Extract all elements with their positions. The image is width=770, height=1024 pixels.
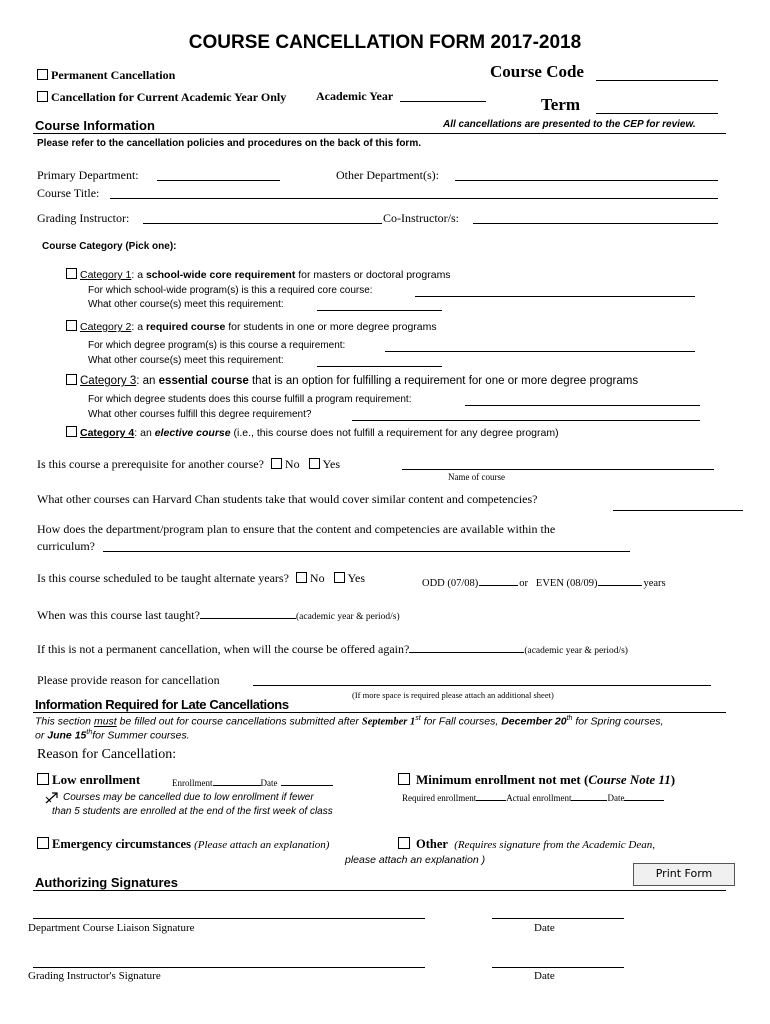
other-departments-field[interactable] — [455, 180, 718, 181]
liaison-signature-label: Department Course Liaison Signature — [28, 922, 195, 934]
category-3-desc: that is an option for fulfilling a requirement for one or more degree programs — [248, 375, 639, 387]
course-title-field[interactable] — [110, 198, 718, 199]
category-2-text: : a — [131, 321, 146, 333]
category-1-answer-1[interactable] — [415, 296, 695, 297]
or-label: or — [519, 578, 529, 589]
current-year-checkbox[interactable] — [37, 91, 48, 102]
category-2-option — [66, 320, 437, 333]
primary-department-label: Primary Department: — [37, 168, 139, 182]
instructions-th-2: th — [86, 729, 93, 736]
alternate-years-question-text: Is this course scheduled to be taught alternate years? — [37, 571, 289, 585]
current-year-option — [37, 90, 286, 105]
last-taught-question-text: When was this course last taught? — [37, 608, 200, 622]
low-date-field[interactable] — [281, 776, 333, 786]
offered-again-question-text: If this is not a permanent cancellation, when will the course be offered again? — [37, 642, 410, 656]
academic-year-label: Academic Year — [316, 89, 394, 103]
low-enrollment-fields — [172, 776, 333, 788]
late-cancellation-heading: Information Required for Late Cancellations — [35, 697, 289, 712]
late-cancellation-instructions-line1 — [35, 715, 663, 728]
instructor-signature-field[interactable] — [33, 967, 425, 968]
actual-enrollment-field[interactable] — [571, 791, 607, 801]
reason-question: Please provide reason for cancellation — [37, 673, 220, 687]
instructor-date-label: Date — [534, 970, 555, 982]
minimum-enrollment-option: Minimum enrollment not met (Course Note 11) — [398, 772, 675, 788]
instructions-sep-date: September 1 — [361, 716, 416, 728]
odd-even-years — [422, 573, 666, 589]
page-title: COURSE CANCELLATION FORM 2017-2018 — [188, 32, 582, 53]
category-2-question-2: What other course(s) meet this requirement: — [88, 355, 284, 366]
liaison-date-label: Date — [534, 922, 555, 934]
offered-again-caption: (academic year & period/s) — [524, 646, 628, 656]
instructions-dec-date: December 20 — [501, 715, 567, 728]
grading-instructor-label: Grading Instructor: — [37, 211, 130, 225]
other-checkbox[interactable] — [398, 837, 410, 849]
alternate-years-question — [37, 571, 365, 586]
permanent-cancellation-label: Permanent Cancellation — [51, 68, 176, 82]
similar-courses-field[interactable] — [613, 510, 743, 511]
low-enrollment-label: Low enrollment — [52, 772, 141, 787]
min-date-field[interactable] — [624, 791, 664, 801]
category-1-option — [66, 268, 451, 281]
even-label: EVEN (08/09) — [535, 578, 598, 589]
other-note: (Requires signature from the Academic Dean, — [454, 839, 655, 851]
term-label: Term — [541, 95, 581, 114]
even-field[interactable] — [598, 573, 642, 586]
curriculum-plan-question-line1: How does the department/program plan to ensure that the content and competencies are available within the — [37, 522, 556, 536]
curriculum-plan-question-line2: curriculum? — [37, 539, 95, 553]
instructions-text-6: for Summer courses. — [92, 729, 190, 742]
primary-department-field[interactable] — [157, 180, 280, 181]
emergency-checkbox[interactable] — [37, 837, 49, 849]
minimum-enrollment-checkbox[interactable] — [398, 773, 410, 785]
instructions-th: th — [566, 715, 573, 722]
curriculum-plan-field[interactable] — [103, 551, 630, 552]
course-info-rule — [33, 133, 726, 134]
course-code-field[interactable] — [596, 80, 718, 81]
alternate-no-checkbox[interactable] — [296, 572, 307, 583]
more-space-note: (If more space is required please attach an additional sheet) — [352, 690, 554, 700]
low-date-label: Date — [260, 778, 278, 788]
instructions-st: st — [415, 715, 421, 722]
instructions-text-3: for Fall courses, — [420, 715, 502, 728]
enrollment-label: Enrollment — [172, 778, 213, 788]
term-field[interactable] — [596, 113, 718, 114]
prerequisite-yes-checkbox[interactable] — [309, 458, 320, 469]
odd-label: ODD (07/08) — [422, 578, 479, 589]
authorizing-signatures-rule — [33, 890, 726, 891]
course-note-label: Course Note 11 — [588, 772, 671, 787]
prerequisite-no-label: No — [284, 457, 300, 471]
odd-field[interactable] — [479, 573, 518, 586]
last-taught-field[interactable] — [200, 606, 296, 619]
category-3-checkbox[interactable] — [66, 374, 77, 385]
instructions-text-2: be filled out for course cancellations submitted after — [116, 715, 362, 728]
prerequisite-question — [37, 457, 340, 472]
policy-note: Please refer to the cancellation policies and procedures on the back of this form. — [37, 138, 421, 149]
instructor-signature-label: Grading Instructor's Signature — [28, 970, 161, 982]
instructions-text-1: This section — [35, 715, 94, 728]
category-1-answer-2[interactable] — [317, 310, 442, 311]
liaison-date-field[interactable] — [492, 918, 624, 919]
minimum-enrollment-fields — [402, 791, 664, 803]
category-3-question-2: What other courses fulfill this degree requirement? — [88, 409, 312, 420]
instructions-text-5: or — [35, 729, 48, 742]
prerequisite-yes-label: Yes — [322, 457, 341, 471]
name-of-course-caption: Name of course — [448, 472, 505, 482]
category-1-text: : a — [131, 269, 146, 281]
category-1-question-2: What other course(s) meet this requirement: — [88, 299, 284, 310]
print-form-button[interactable]: Print Form — [633, 863, 735, 886]
category-3-option — [66, 374, 638, 387]
category-2-emphasis: required course — [145, 321, 226, 333]
other-note-line2: please attach an explanation ) — [345, 854, 486, 866]
instructions-text-4: for Spring courses, — [572, 715, 664, 728]
category-2-question-1: For which degree program(s) is this course a requirement: — [88, 340, 346, 351]
cep-note: All cancellations are presented to the CEP for review. — [443, 119, 696, 130]
course-title-label: Course Title: — [37, 186, 100, 200]
prerequisite-question-text: Is this course a prerequisite for another course? — [37, 457, 264, 471]
prerequisite-course-field[interactable] — [402, 469, 714, 470]
permanent-cancellation-option — [37, 68, 175, 83]
late-cancellation-rule — [33, 712, 726, 713]
course-category-heading: Course Category (Pick one): — [42, 241, 177, 252]
other-label: Other — [416, 837, 448, 851]
reason-field[interactable] — [253, 685, 711, 686]
category-1-label: Category 1 — [80, 269, 132, 281]
last-taught-question — [37, 606, 400, 623]
category-2-desc: for students in one or more degree programs — [225, 321, 437, 333]
late-cancellation-instructions-line2 — [35, 729, 190, 742]
category-1-desc: for masters or doctoral programs — [295, 269, 451, 281]
grading-instructor-field[interactable] — [143, 223, 382, 224]
category-2-answer-1[interactable] — [385, 351, 695, 352]
other-option — [398, 837, 655, 852]
similar-courses-question: What other courses can Harvard Chan students take that would cover similar content and competencies? — [37, 492, 538, 506]
required-enrollment-field[interactable] — [476, 791, 506, 801]
alternate-yes-label: Yes — [347, 571, 366, 585]
instructions-june-date: June 15 — [47, 729, 87, 742]
offered-again-field[interactable] — [409, 640, 524, 653]
enrollment-field[interactable] — [213, 776, 261, 786]
course-code-label: Course Code — [490, 62, 584, 81]
category-1-question-1: For which school-wide program(s) is this a required core course: — [88, 285, 373, 296]
emergency-label: Emergency circumstances — [52, 837, 191, 851]
category-1-emphasis: school-wide core requirement — [145, 269, 296, 281]
category-3-answer-2[interactable] — [352, 420, 700, 421]
liaison-signature-field[interactable] — [33, 918, 425, 919]
current-year-label: Cancellation for Current Academic Year Only — [51, 90, 287, 104]
authorizing-signatures-heading: Authorizing Signatures — [35, 875, 178, 890]
course-info-heading: Course Information — [35, 118, 155, 133]
category-4-checkbox[interactable] — [66, 426, 77, 437]
actual-enrollment-label: Actual enrollment — [506, 793, 572, 803]
min-date-label: Date — [607, 793, 625, 803]
category-3-text: : an — [136, 375, 159, 387]
low-enrollment-checkbox[interactable] — [37, 773, 49, 785]
alternate-no-label: No — [309, 571, 325, 585]
category-2-label: Category 2 — [80, 321, 132, 333]
category-3-question-1: For which degree students does this course fulfill a program requirement: — [88, 394, 412, 405]
reason-for-cancellation-heading: Reason for Cancellation: — [37, 747, 177, 762]
co-instructor-field[interactable] — [473, 223, 718, 224]
years-label: years — [643, 578, 666, 589]
category-3-label: Category 3 — [80, 375, 137, 387]
category-4-desc: (i.e., this course does not fulfill a requirement for any degree program) — [230, 427, 559, 439]
category-3-emphasis: essential course — [158, 375, 249, 387]
category-4-emphasis: elective course — [154, 427, 231, 439]
category-4-option — [66, 426, 559, 439]
emergency-option — [37, 837, 329, 852]
low-enrollment-note-line1: Courses may be cancelled due to low enrollment if fewer — [63, 792, 314, 803]
co-instructor-label: Co-Instructor/s: — [383, 211, 459, 225]
minimum-enrollment-label: Minimum enrollment not met — [416, 772, 581, 787]
required-enrollment-label: Required enrollment — [402, 793, 477, 803]
emergency-note: (Please attach an explanation) — [194, 839, 330, 851]
instructions-must: must — [93, 715, 117, 728]
prerequisite-no-checkbox[interactable] — [271, 458, 282, 469]
permanent-cancellation-checkbox[interactable] — [37, 69, 48, 80]
instructor-date-field[interactable] — [492, 967, 624, 968]
alternate-yes-checkbox[interactable] — [334, 572, 345, 583]
category-1-checkbox[interactable] — [66, 268, 77, 279]
category-2-answer-2[interactable] — [317, 366, 442, 367]
other-departments-label: Other Department(s): — [336, 168, 439, 182]
offered-again-question — [37, 640, 628, 657]
category-2-checkbox[interactable] — [66, 320, 77, 331]
last-taught-caption: (academic year & period/s) — [295, 612, 400, 622]
category-3-answer-1[interactable] — [465, 405, 700, 406]
low-enrollment-option — [37, 772, 140, 788]
category-4-text: : an — [134, 427, 155, 439]
category-4-label: Category 4 — [80, 427, 135, 439]
low-enrollment-note-line2: than 5 students are enrolled at the end of the first week of class — [52, 806, 333, 817]
academic-year-field[interactable] — [400, 101, 486, 102]
